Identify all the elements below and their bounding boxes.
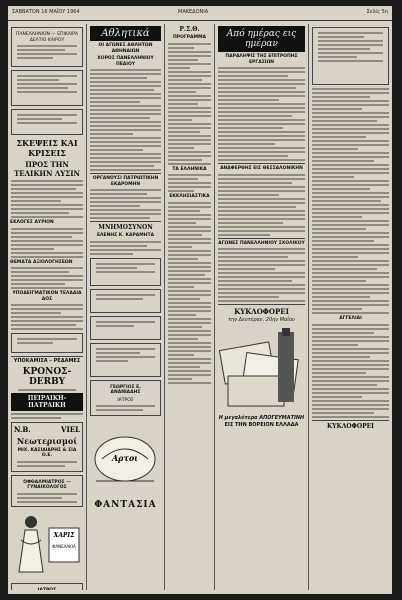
small-notice	[90, 289, 161, 313]
ad-kronos-top: ΥΠΟΚΑΜΙΣΑ – ΡΕΔΑΜΕΣ	[13, 358, 81, 364]
church-heading: ΕΚΚΛΗΣΙΑΣΤΙΚΑ	[169, 194, 210, 199]
section-title-daily: Από ημέρας εις ημέραν	[218, 26, 305, 52]
circulation-ad-region: ΕΙΣ ΤΗΝ ΒΟΡΕΙΟΝ ΕΛΛΑΔΑ	[224, 422, 299, 428]
column-4	[215, 24, 308, 590]
ad-iatros-title: ΙΑΤΡΟΣ	[37, 587, 57, 590]
page-header	[8, 6, 392, 21]
memorial-name: ΕΛΕΝΗΣ Κ. ΚΑΡΑΜΗΤΑ	[96, 233, 155, 238]
circulation-ad-date: την Δευτέραν, 20ην Μαΐου	[228, 317, 295, 323]
doctor-notice	[90, 380, 161, 417]
sports-heading-2: ΧΟΡΟΣ ΠΑΝΕΛΛΗΝΙΟΥ ΠΕΔΙΟΥ	[97, 56, 154, 67]
section-title-sports: Αθλητικά	[90, 26, 161, 41]
heading-skepseis: ΣΚΕΨΕΙΣ ΚΑΙ ΚΡΙΣΕΙΣ	[16, 138, 78, 158]
sports-heading-1: ΟΙ ΑΓΩΝΕΣ ΑΘΛΗΤΩΝ ΑΘΗΝΑΙΩΝ	[98, 43, 153, 54]
ad-fashion-illustration	[11, 510, 83, 580]
header-title: ΜΑΚΕΔΟΝΙΑ	[178, 9, 209, 15]
newspaper-page	[8, 6, 392, 594]
daily-heading-2: ΑΝΑΦΕΡΘΗΣ ΕΙΣ ΘΕΣΣΑΛΟΝΙΚΗΝ	[220, 166, 303, 171]
classified-box	[312, 27, 389, 85]
ad-viel-right: VIEL	[61, 424, 80, 434]
radio-title: Ρ.Σ.Θ.	[179, 26, 200, 33]
bakery-name: Αρτοι	[111, 453, 139, 463]
memorial-heading: ΜΝΗΜΟΣΥΝΟΝ	[98, 224, 153, 231]
daily-heading-3: ΑΓΩΝΕΣ ΠΑΝΕΛΛΗΝΙΟΥ ΣΧΟΛΙΚΟΥ	[218, 240, 305, 246]
ad-peiraiki-patraiki: ΠΕΙΡΑΙΚΗ-ΠΑΤΡΑΙΚΗ	[11, 393, 83, 411]
excursion-heading: ΟΡΓΑΝΟΥΣΙ ΠΑΤΡΙΩΤΙΚΗΝ ΕΚΔΡΟΜΗΝ	[92, 176, 159, 187]
small-notices	[11, 70, 83, 106]
ad-viel	[11, 422, 83, 472]
ad-viel-company: ΜΙΧ. ΚΑΣΙΔΙΑΡΗΣ & ΣΙΑ Ο.Ε.	[17, 447, 77, 458]
circulation-ad-title: ΚΥΚΛΟΦΟΡΕΙ	[234, 307, 289, 316]
newspaper-stack-illustration	[218, 326, 305, 414]
doctor-title: ΙΑΤΡΟΣ	[117, 397, 134, 403]
greek-heading: ΤΑ ΕΛΛΗΝΙΚΑ	[172, 166, 207, 172]
newspaper-bundle-icon	[218, 326, 304, 414]
column-3	[165, 24, 214, 590]
daily-heading-1: ΠΑΡΑΛΗΨΙΣ ΤΗΣ ΕΠΙΤΡΟΠΗΣ ΕΡΓΑΣΙΩΝ	[225, 54, 298, 65]
classified-heading: ΑΓΓΕΛΙΑΙ	[339, 316, 362, 321]
ad-viel-title: Νεωτερισμοί	[16, 435, 78, 446]
small-notice	[90, 316, 161, 340]
header-page-number: Σελίς 5η	[366, 9, 388, 15]
ad-doctor	[11, 475, 83, 507]
notice-title: ΠΑΝΕΛΛΗΝΙΟΝ — ΕΠΙΚΑΙΡΑ ΔΕΛΤΙΟ ΚΑΙΡΟΥ	[16, 32, 78, 43]
column-2	[87, 24, 164, 590]
notice-box	[11, 109, 83, 135]
circulation-ad-slogan: Η μεγαλύτερα ΑΠΟΓΕΥΜΑΤΙΝΗ	[218, 414, 305, 421]
radio-subtitle: ΠΡΟΓΡΑΜΜΑ	[173, 35, 206, 40]
circulation-heading-right: ΚΥΚΛΟΦΟΡΕΙ	[327, 422, 374, 430]
doctor-name: ΓΕΩΡΓΙΟΣ Ε. ΑΝΑΝΙΑΔΗΣ	[110, 384, 141, 395]
column-1	[8, 24, 86, 590]
ad-fashion-sub: ΦΑΝΕΛΑΚΙΑ	[52, 543, 76, 549]
bakery-ad	[90, 419, 161, 497]
header-date: ΣΑΒΒΑΤΟΝ 16 ΜΑΪΟΥ 1964	[12, 9, 80, 15]
column-5	[309, 24, 392, 590]
small-notice	[90, 343, 161, 377]
weather-notice	[11, 27, 83, 67]
ad-kronos-derby: ΚΡΟΝΟΣ-DERBY	[22, 366, 72, 387]
ad-iatros	[11, 583, 83, 591]
ad-fashion-name: ΧΑΡΙΣ	[53, 531, 75, 539]
small-ad	[11, 333, 83, 353]
subheading-themata: ΘΕΜΑΤΑ ΑΞΙΟΛΟΓΗΣΕΩΝ	[10, 259, 73, 265]
heading-lysin: ΠΡΟΣ ΤΗΝ ΤΕΛΙΚΗΝ ΛΥΣΙΝ	[14, 160, 80, 178]
ad-doctor-title: ΟΦΘΑΛΜΙΑΤΡΟΣ — ΓΥΝΑΙΚΟΛΟΓΟΣ	[23, 479, 71, 490]
ad-viel-left: N.B.	[14, 424, 31, 434]
subheading-ekloges: ΕΚΛΟΓΕΣ ΑΥΡΙΟΝ	[10, 220, 54, 225]
small-notice	[90, 258, 161, 286]
subheading-teladiados: ΥΠΟΔΕΙΓΜΑΤΙΚΟΝ ΤΕΛΑΔΙΑ ΔΟΣ	[12, 291, 82, 302]
fantasia-ad: ΦΑΝΤΑΣΙΑ	[94, 500, 157, 510]
